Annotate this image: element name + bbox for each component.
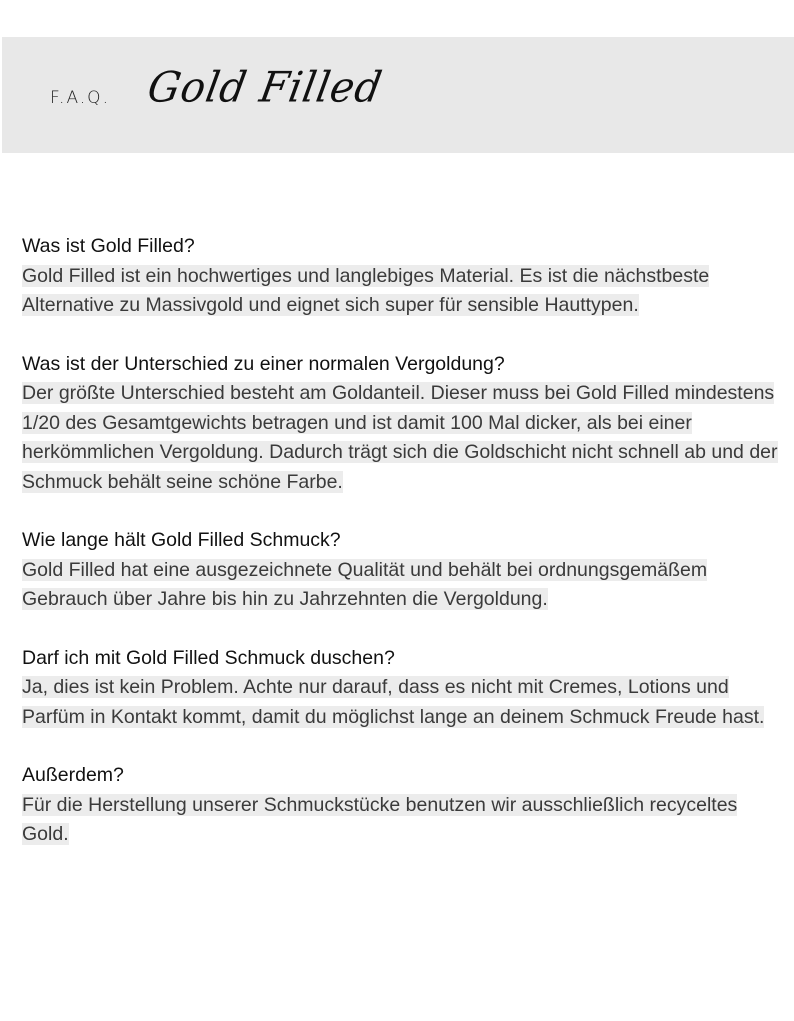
faq-item — [22, 644, 782, 733]
faq-item — [22, 350, 782, 498]
faq-list — [22, 232, 782, 879]
faq-question: Was ist Gold Filled? — [22, 235, 195, 257]
faq-item — [22, 761, 782, 850]
faq-question: Was ist der Unterschied zu einer normalen Vergoldung? — [22, 352, 505, 375]
faq-answer: Gold Filled hat eine ausgezeichnete Qualität und behält bei ordnungsgemäßem Gebrauch über Jahre bis hin zu Jahrzehnten die Vergoldung. — [22, 558, 708, 610]
faq-item — [22, 526, 782, 615]
faq-answer: Für die Herstellung unserer Schmuckstücke benutzen wir ausschließlich recyceltes Gold. — [22, 793, 738, 845]
faq-answer: Gold Filled ist ein hochwertiges und langlebiges Material. Es ist die nächstbeste Alternative zu Massivgold und eignet sich super für sensible Hauttypen. — [22, 264, 710, 316]
faq-label: F.A.Q. — [50, 88, 110, 108]
faq-answer: Ja, dies ist kein Problem. Achte nur darauf, dass es nicht mit Cremes, Lotions und Parfüm in Kontakt kommt, damit du möglichst lange an deinem Schmuck Freude hast. — [22, 676, 765, 728]
faq-question: Darf ich mit Gold Filled Schmuck duschen? — [22, 646, 395, 669]
faq-item — [22, 232, 782, 321]
faq-question: Außerdem? — [22, 764, 124, 786]
faq-question: Wie lange hält Gold Filled Schmuck? — [22, 529, 341, 551]
faq-answer: Der größte Unterschied besteht am Goldanteil. Dieser muss bei Gold Filled mindestens 1/20 des Gesamtgewichts betragen und ist damit 100 Mal dicker, als bei einer herkömmlichen Vergoldung. Dadurch trägt sich die Goldschicht nicht schnell ab und der Schmuck behält seine schöne Farbe. — [22, 382, 778, 493]
header-band — [2, 37, 794, 153]
page-title: Gold Filled — [144, 63, 387, 112]
